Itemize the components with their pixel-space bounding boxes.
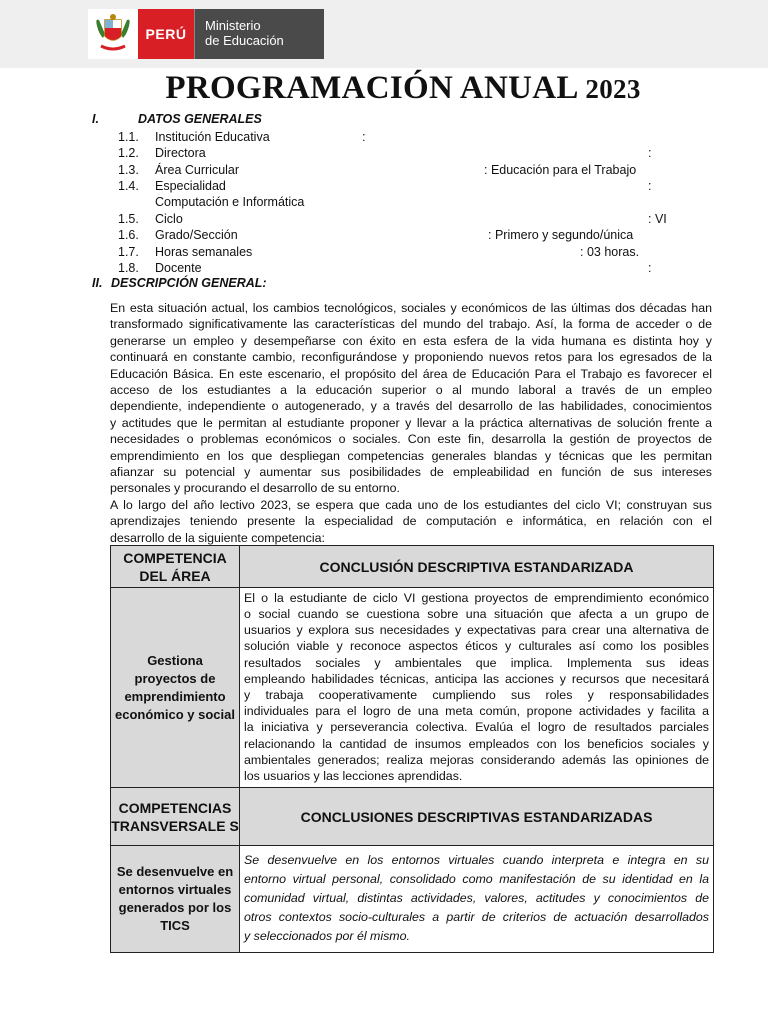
item-number: 1.6. (118, 228, 139, 242)
description-line: empleando habilidades técnicas, anticipa las acciones y recursos que necesitará (244, 671, 709, 686)
competency-table (110, 545, 714, 953)
paragraph-line: transformado significativamente las características del mundo del trabajo. Así, la forma de acceder o de (110, 317, 712, 332)
description-line: otros contextos socio-culturales a partir de criterios de actuación desarrollados (244, 910, 709, 924)
description-line: solución viable y reconoce aspectos éticos y culturales así como los posibles (244, 639, 709, 654)
description-line: comunidad virtual, distintas actividades, valores, actitudes y conocimientos de (244, 891, 709, 905)
paragraph-line: Educación Básica. En este escenario, el propósito del área de Educación Para el Trabajo es favorecer el (110, 366, 712, 381)
description-line: y seleccionados por él mismo. (244, 929, 410, 943)
table-header-row-2 (111, 788, 714, 846)
header-conclusion-descriptiva: CONCLUSIÓN DESCRIPTIVA ESTANDARIZADA (240, 546, 714, 588)
description-line: relacionando la cantidad de insumos empleados con los beneficios sociales y (244, 736, 709, 751)
item-label: Ciclo (155, 212, 183, 226)
item-value: : Educación para el Trabajo (484, 163, 637, 177)
item-value: : (648, 261, 652, 275)
item-label: Grado/Sección (155, 228, 238, 242)
peru-brand-label: PERÚ (138, 9, 194, 59)
description-line: los usuarios y las lecciones aprendidas. (244, 769, 463, 784)
paragraph-line: continuará en constante cambio, reconfigurándose y proponiendo nuevos retos para los egresados de la (110, 350, 712, 365)
description-line: El o la estudiante de ciclo VI gestiona proyectos de emprendimiento económico (244, 590, 709, 605)
item-number: 1.4. (118, 179, 139, 193)
description-paragraph-2 (110, 497, 712, 546)
section-1-numeral: I. (92, 112, 99, 126)
description-line: ambientales generados; realiza mejoras considerando además las opiniones de (244, 752, 709, 767)
section-1-heading: DATOS GENERALES (138, 112, 262, 126)
coat-of-arms-icon (88, 9, 138, 59)
item-value: : 03 horas. (580, 245, 640, 259)
item-number: 1.7. (118, 245, 139, 259)
description-paragraph-1 (110, 300, 712, 497)
ministry-line-1: Ministerio (205, 18, 261, 33)
paragraph-line: acceso de los estudiantes a la educación superior o al mundo laboral a través de un empleo (110, 383, 712, 398)
item-label: Directora (155, 146, 206, 160)
paragraph-line: A lo largo del año lectivo 2023, se espera que cada uno de los estudiantes del ciclo VI; construyan sus (110, 498, 712, 512)
item-number: 1.5. (118, 212, 139, 226)
ministry-line-2: de Educación (205, 33, 284, 48)
paragraph-line: aprendizajes teniendo presente la especialidad de computación e informática, en relación con el (110, 514, 712, 529)
description-line: o social cuando se cuestiona sobre una situación que afecta a un grupo de (244, 606, 709, 621)
paragraph-line: personales y procurando el desarrollo de su entorno. (110, 481, 400, 496)
item-label: Computación e Informática (155, 195, 305, 209)
paragraph-line: emprendimiento en los que despliegan competencias generales blandas y técnicas que les permitan (110, 448, 712, 463)
item-number: 1.2. (118, 146, 139, 160)
item-label: Horas semanales (155, 245, 253, 259)
page-title (0, 70, 768, 107)
description-line: entorno virtual personal, consolidado como manifestación de su identidad en la (244, 872, 709, 886)
item-value: : (362, 130, 366, 144)
item-label: Docente (155, 261, 202, 275)
paragraph-line: desarrollo de la siguiente competencia: (110, 530, 325, 545)
paragraph-line: En esta situación actual, los cambios tecnológicos, sociales y económicos de las últimas dos décadas han (110, 301, 712, 315)
item-value: : Primero y segundo/única (488, 228, 634, 242)
item-value: : (648, 146, 652, 160)
table-row-area (111, 588, 714, 788)
competency-area-description (240, 588, 714, 788)
header-competencias-transversales: COMPETENCIAS TRANSVERSALE S (111, 788, 240, 846)
description-line: resultados sociales y ambientales que implica. Implementa sus ideas (244, 655, 709, 670)
title-year: 2023 (585, 74, 641, 104)
item-number: 1.1. (118, 130, 139, 144)
description-line: usuarios y explora sus necesidades y expectativas para crear una alternativa de (244, 623, 709, 638)
item-number: 1.8. (118, 261, 139, 275)
paragraph-line: dependiente, independiente o autogenerado, y a través del desarrollo de las habilidades, conocimientos (110, 399, 712, 414)
description-line: Se desenvuelve en los entornos virtuales cuando interpreta e integra en su (244, 853, 709, 867)
header-competencia-area: COMPETENCIA DEL ÁREA (111, 546, 240, 588)
description-line: individuales para el logro de una meta común, propone actividades y facilita a (244, 704, 709, 719)
item-label: Área Curricular (155, 163, 240, 177)
paragraph-line: necesidades o problemas económicos o sociales. Con este fin, desarrolla la gestión de proyectos de (110, 432, 712, 447)
section-2-heading: DESCRIPCIÓN GENERAL: (111, 276, 267, 290)
item-label: Institución Educativa (155, 130, 270, 144)
header-conclusiones-descriptivas: CONCLUSIONES DESCRIPTIVAS ESTANDARIZADAS (240, 788, 714, 846)
transversal-competency-name: Se desenvuelve en entornos virtuales generados por los TICS (111, 846, 240, 953)
table-header-row-1 (111, 546, 714, 588)
description-line: la iniciativa y perseverancia colectiva. Evalúa el logro de resultados parciales (244, 720, 709, 735)
table-row-transversal (111, 846, 714, 953)
paragraph-line: generarse un empleo y desempeñarse con éxito en esta esfera de la vida humana es distinta hoy y (110, 333, 712, 348)
ministry-name (194, 9, 324, 59)
ministry-logo (88, 9, 324, 59)
item-value: : VI (648, 212, 667, 226)
competency-area-name: Gestiona proyectos de emprendimiento económico y social (111, 588, 240, 788)
transversal-competency-description (240, 846, 714, 953)
item-label: Especialidad (155, 179, 226, 193)
section-2-numeral: II. (92, 276, 103, 290)
item-value: : (648, 179, 652, 193)
description-line: y trabaja cooperativamente cumpliendo sus roles y responsabilidades (244, 688, 709, 702)
title-main: PROGRAMACIÓN ANUAL (165, 70, 577, 106)
paragraph-line: afianzar su potencial y aumentar sus posibilidades de empleabilidad en función de sus intereses (110, 465, 712, 480)
item-number: 1.3. (118, 163, 139, 177)
paragraph-line: y actitudes que le permitan al estudiante proponer y llevar a la práctica alternativas de solución frente a (110, 415, 712, 430)
